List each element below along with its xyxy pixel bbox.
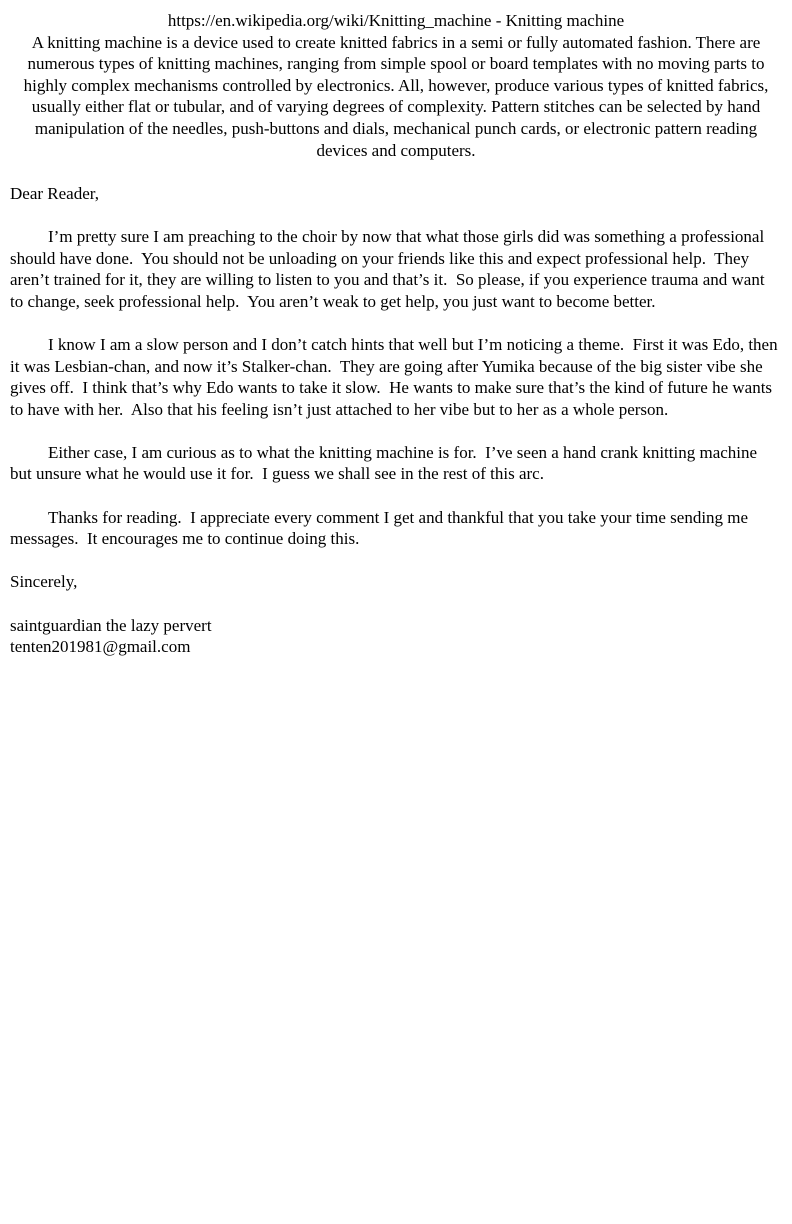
- source-excerpt-text: A knitting machine is a device used to create knitted fabrics in a semi or fully automated fashion. There are numerous types of knitting machines, ranging from simple spool or board templates with no moving parts to highly complex mechanisms controlled by electronics. All, however, produce various types of knitted fabrics, usually either flat or tubular, and of varying degrees of complexity. Pattern stitches can be selected by hand manipulation of the needles, push-buttons and dials, mechanical punch cards, or electronic pattern reading devices and computers.: [23, 32, 773, 160]
- letter-salutation: Dear Reader,: [10, 183, 99, 203]
- signature-block: [10, 615, 782, 658]
- letter-paragraph-3: Either case, I am curious as to what the knitting machine is for. I’ve seen a hand crank knitting machine but unsure what he would use it for. I guess we shall see in the rest of this arc.: [10, 442, 762, 484]
- source-excerpt-block: [10, 10, 782, 161]
- letter-closing: Sincerely,: [10, 572, 78, 592]
- signature-email: tenten201981@gmail.com: [10, 637, 191, 657]
- letter-paragraph-2: I know I am a slow person and I don’t catch hints that well but I’m noticing a theme. First it was Edo, then it was Lesbian-chan, and now it’s Stalker-chan. They are going after Yumika because of the big sister vibe she gives off. I think that’s why Edo wants to take it slow. He wants to make sure that’s the kind of future he wants to have with her. Also that his feeling isn’t just attached to her vibe but to her as a whole person.: [10, 334, 782, 419]
- letter-paragraph-1: I’m pretty sure I am preaching to the choir by now that what those girls did was something a professional should have done. You should not be unloading on your friends like this and expect professional help. They aren’t trained for it, they are willing to listen to you and that’s it. So please, if you experience trauma and want to change, seek professional help. You aren’t weak to get help, you just want to become better.: [10, 226, 769, 311]
- signature-name: saintguardian the lazy pervert: [10, 615, 212, 635]
- letter-paragraph-4: Thanks for reading. I appreciate every comment I get and thankful that you take your time sending me messages. It encourages me to continue doing this.: [10, 507, 753, 549]
- source-url-line: https://en.wikipedia.org/wiki/Knitting_machine - Knitting machine: [167, 11, 625, 30]
